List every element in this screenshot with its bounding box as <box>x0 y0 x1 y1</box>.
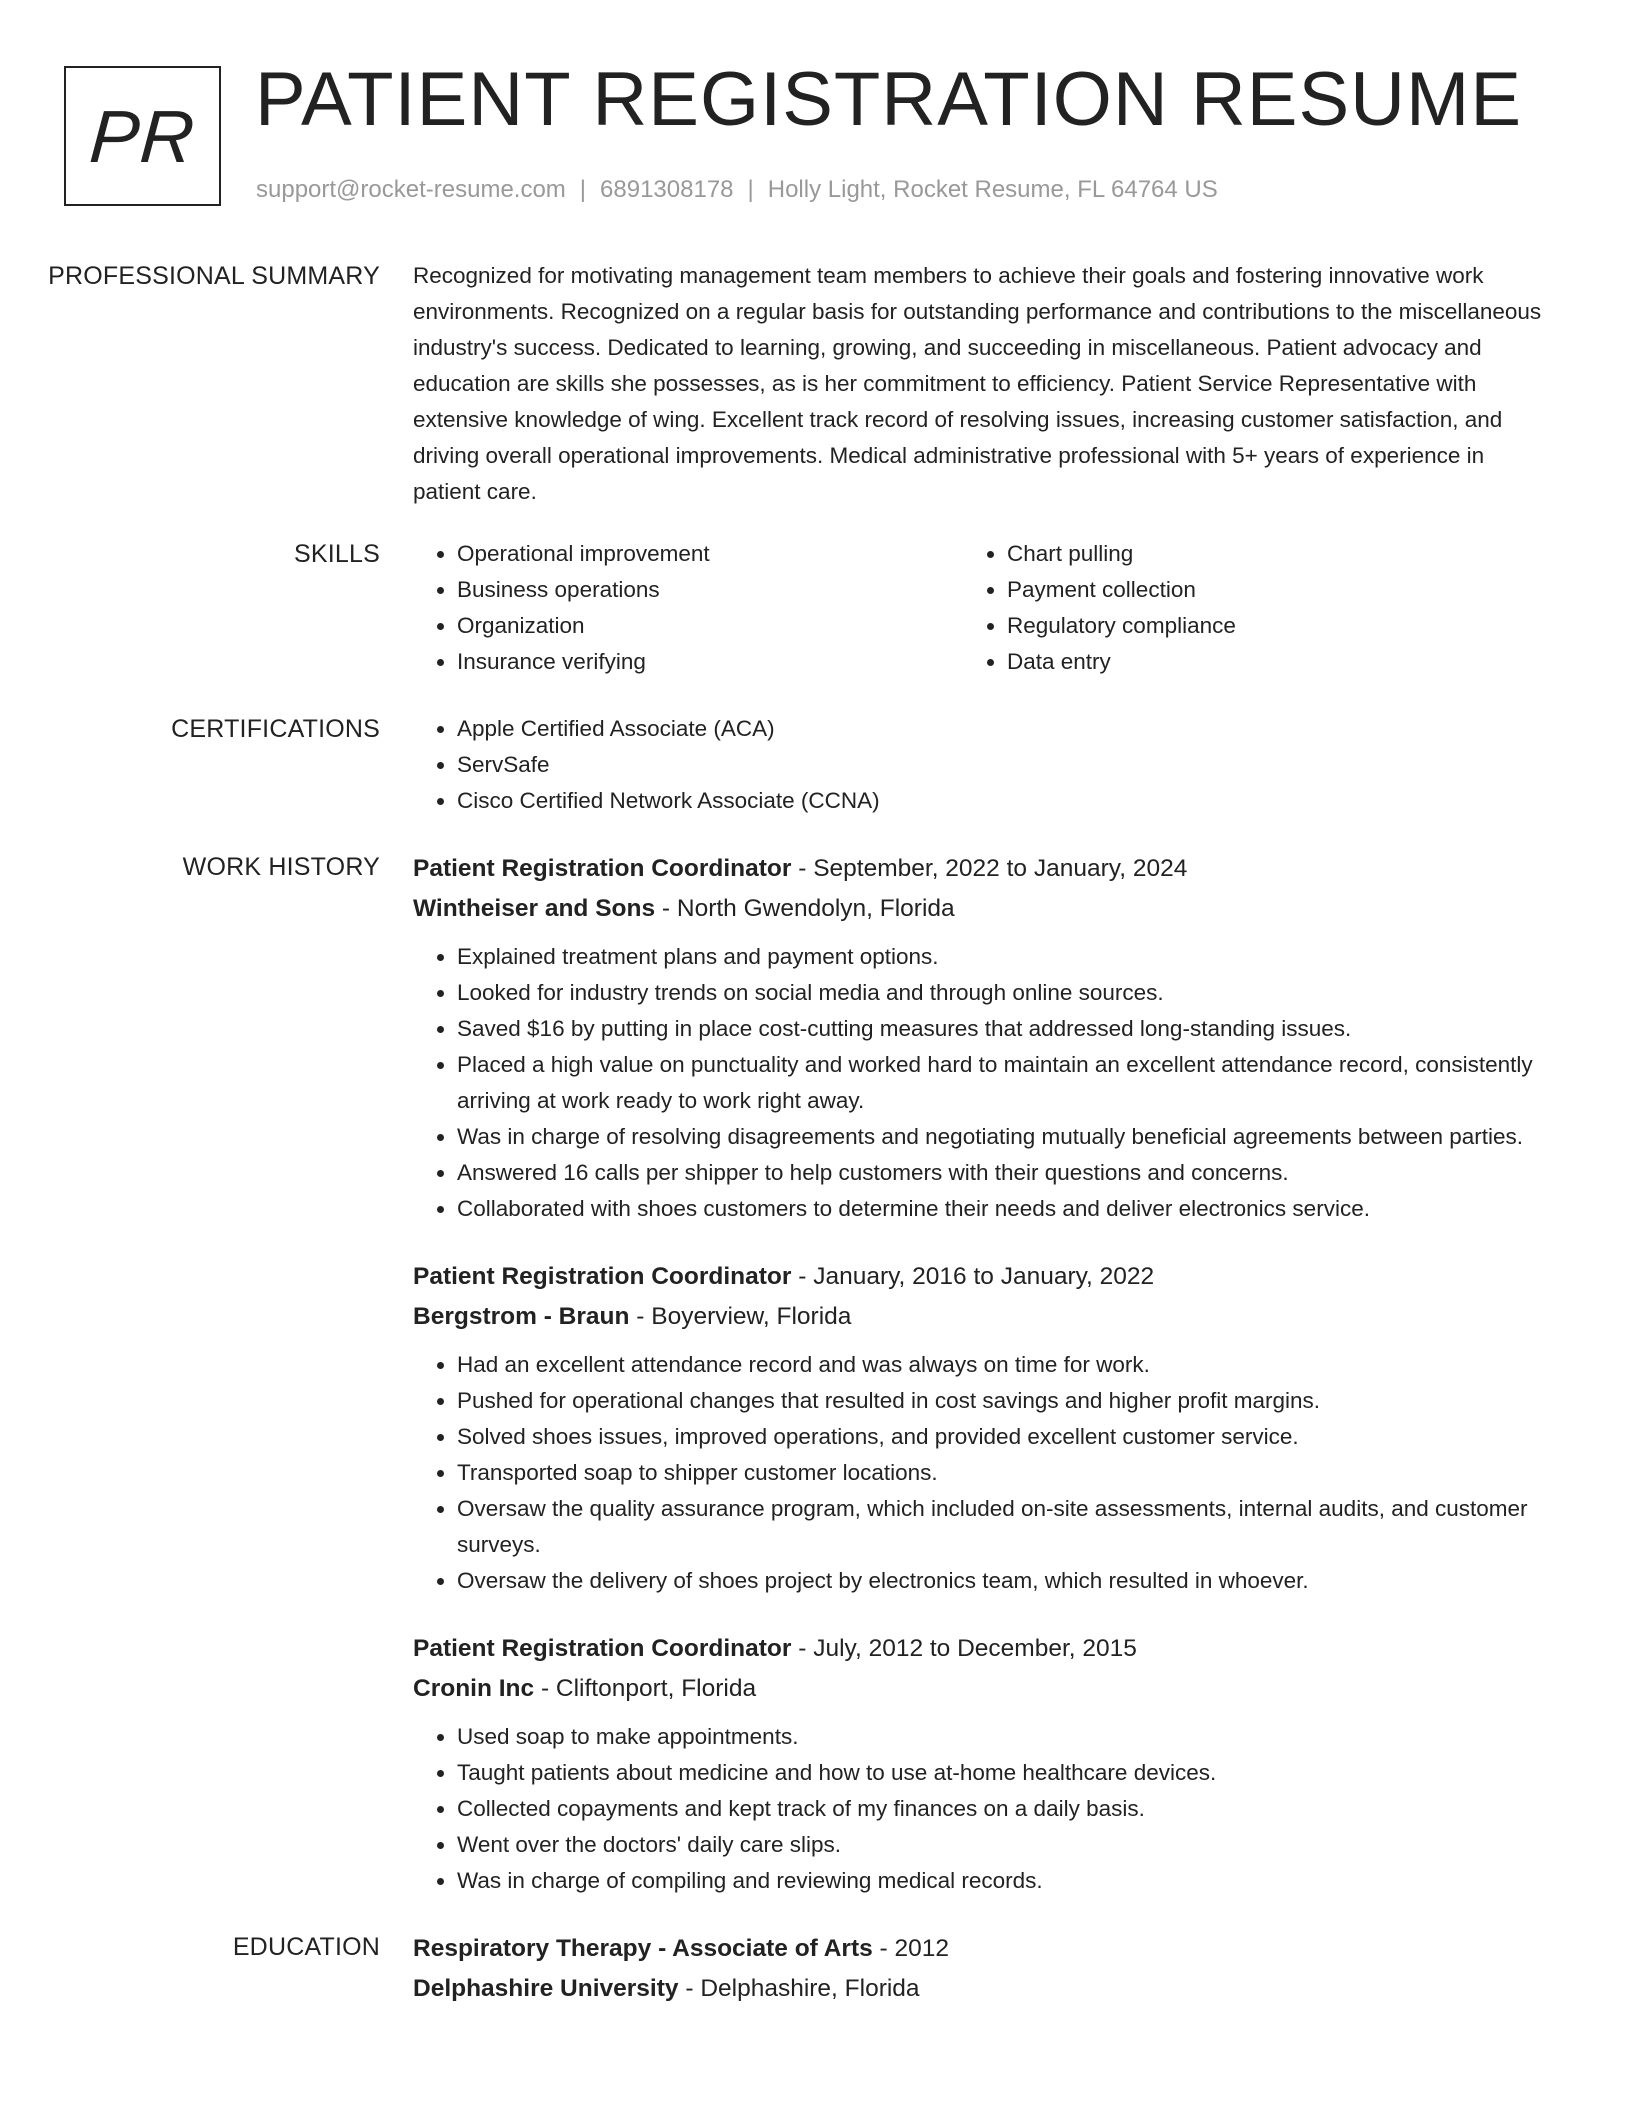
skills-list-left <box>413 536 963 680</box>
dash: - <box>791 855 814 882</box>
section-body <box>413 711 1553 819</box>
section-work-history <box>0 849 1632 1929</box>
section-skills <box>0 536 1632 680</box>
list-item: • Organization <box>457 608 963 644</box>
job-company-line <box>413 1669 1553 1709</box>
section-education <box>0 1929 1632 2009</box>
list-item: • Chart pulling <box>1007 536 1513 572</box>
list-item: • Business operations <box>457 572 963 608</box>
resume-sections <box>0 258 1632 2009</box>
list-item: • Used soap to make appointments. <box>457 1719 1553 1755</box>
dash: - <box>655 895 677 922</box>
list-item: • Cisco Certified Network Associate (CCNA) <box>457 783 1553 819</box>
list-item: • Payment collection <box>1007 572 1513 608</box>
job-location: North Gwendolyn, Florida <box>676 895 955 922</box>
contact-line <box>256 176 1218 204</box>
list-item: • Oversaw the delivery of shoes project by electronics team, which resulted in whoever. <box>457 1563 1553 1599</box>
job-company: Bergstrom - Braun <box>413 1303 630 1330</box>
job-location: Boyerview, Florida <box>651 1303 852 1330</box>
job-entry <box>413 1629 1553 1899</box>
education-school-line <box>413 1969 1553 2009</box>
job-entry <box>413 849 1553 1227</box>
skills-list-right <box>963 536 1513 680</box>
job-bullets <box>413 1347 1553 1599</box>
list-item: • Taught patients about medicine and how to use at-home healthcare devices. <box>457 1755 1553 1791</box>
list-item: • Was in charge of compiling and reviewing medical records. <box>457 1863 1553 1899</box>
list-item: • Collected copayments and kept track of my finances on a daily basis. <box>457 1791 1553 1827</box>
list-item: • Placed a high value on punctuality and worked hard to maintain an excellent attendance record, consistently arriving at work ready to work right away. <box>457 1047 1553 1119</box>
list-item: • Explained treatment plans and payment options. <box>457 939 1553 975</box>
job-title-line <box>413 849 1553 889</box>
contact-phone: 6891308178 <box>600 176 734 203</box>
job-company-line <box>413 1297 1553 1337</box>
job-dates: January, 2016 to January, 2022 <box>813 1263 1155 1290</box>
list-item: • Regulatory compliance <box>1007 608 1513 644</box>
job-title: Patient Registration Coordinator <box>413 1263 792 1290</box>
list-item: • Was in charge of resolving disagreements and negotiating mutually beneficial agreements between parties. <box>457 1119 1553 1155</box>
section-body <box>413 258 1553 510</box>
certifications-list <box>413 711 1553 819</box>
job-bullets <box>413 939 1553 1227</box>
dash: - <box>872 1935 895 1962</box>
job-company: Cronin Inc <box>413 1675 535 1702</box>
dash: - <box>678 1975 701 2002</box>
contact-separator: | <box>747 176 754 203</box>
contact-email: support@rocket-resume.com <box>256 176 566 203</box>
list-item: • Answered 16 calls per shipper to help customers with their questions and concerns. <box>457 1155 1553 1191</box>
job-dates: September, 2022 to January, 2024 <box>813 855 1188 882</box>
list-item: • Transported soap to shipper customer locations. <box>457 1455 1553 1491</box>
list-item: • Data entry <box>1007 644 1513 680</box>
section-certifications <box>0 711 1632 819</box>
education-location: Delphashire, Florida <box>700 1975 920 2002</box>
section-body <box>413 1929 1553 2009</box>
dash: - <box>791 1263 814 1290</box>
list-item: • ServSafe <box>457 747 1553 783</box>
education-degree-line <box>413 1929 1553 1969</box>
contact-separator: | <box>579 176 587 203</box>
skills-grid <box>413 536 1513 680</box>
list-item: • Saved $16 by putting in place cost-cutting measures that addressed long-standing issues. <box>457 1011 1553 1047</box>
job-title: Patient Registration Coordinator <box>413 1635 792 1662</box>
contact-address: Holly Light, Rocket Resume, FL 64764 US <box>767 176 1218 203</box>
section-label: CERTIFICATIONS <box>171 715 380 743</box>
job-entry <box>413 1257 1553 1599</box>
monogram-text: PR <box>87 94 198 178</box>
education-degree: Respiratory Therapy - Associate of Arts <box>413 1935 873 1962</box>
job-bullets <box>413 1719 1553 1899</box>
list-item: • Looked for industry trends on social media and through online sources. <box>457 975 1553 1011</box>
section-label: PROFESSIONAL SUMMARY <box>48 262 380 290</box>
dash: - <box>534 1675 556 1702</box>
section-label: WORK HISTORY <box>182 853 380 881</box>
summary-text: Recognized for motivating management team members to achieve their goals and fostering innovative work environments. Recognized on a regular basis for outstanding performance and contributions to the miscellaneous industry's success. Dedicated to learning, growing, and succeeding in miscellaneous. Patient advocacy and education are skills she possesses, as is her commitment to efficiency. Patient Service Representative with extensive knowledge of wing. Excellent track record of resolving issues, increasing customer satisfaction, and driving overall operational improvements. Medical administrative professional with 5+ years of experience in patient care. <box>413 263 1542 504</box>
section-body <box>413 536 1553 680</box>
list-item: • Pushed for operational changes that resulted in cost savings and higher profit margins. <box>457 1383 1553 1419</box>
section-summary <box>0 258 1632 510</box>
monogram-badge <box>64 66 221 206</box>
page-title: PATIENT REGISTRATION RESUME <box>255 57 1523 142</box>
list-item: • Oversaw the quality assurance program, which included on-site assessments, internal audits, and customer surveys. <box>457 1491 1553 1563</box>
job-title-line <box>413 1257 1553 1297</box>
section-label: EDUCATION <box>232 1933 380 1961</box>
list-item: • Solved shoes issues, improved operations, and provided excellent customer service. <box>457 1419 1553 1455</box>
dash: - <box>791 1635 814 1662</box>
job-location: Cliftonport, Florida <box>555 1675 757 1702</box>
list-item: • Collaborated with shoes customers to determine their needs and deliver electronics service. <box>457 1191 1553 1227</box>
list-item: • Insurance verifying <box>457 644 963 680</box>
job-title-line <box>413 1629 1553 1669</box>
job-dates: July, 2012 to December, 2015 <box>813 1635 1137 1662</box>
job-title: Patient Registration Coordinator <box>413 855 792 882</box>
list-item: • Apple Certified Associate (ACA) <box>457 711 1553 747</box>
list-item: • Had an excellent attendance record and was always on time for work. <box>457 1347 1553 1383</box>
education-year: 2012 <box>894 1935 950 1962</box>
job-company-line <box>413 889 1553 929</box>
list-item: • Went over the doctors' daily care slips. <box>457 1827 1553 1863</box>
job-company: Wintheiser and Sons <box>413 895 656 922</box>
education-school: Delphashire University <box>413 1975 679 2002</box>
dash: - <box>629 1303 652 1330</box>
section-body <box>413 849 1553 1929</box>
list-item: • Operational improvement <box>457 536 963 572</box>
section-label: SKILLS <box>294 540 380 568</box>
